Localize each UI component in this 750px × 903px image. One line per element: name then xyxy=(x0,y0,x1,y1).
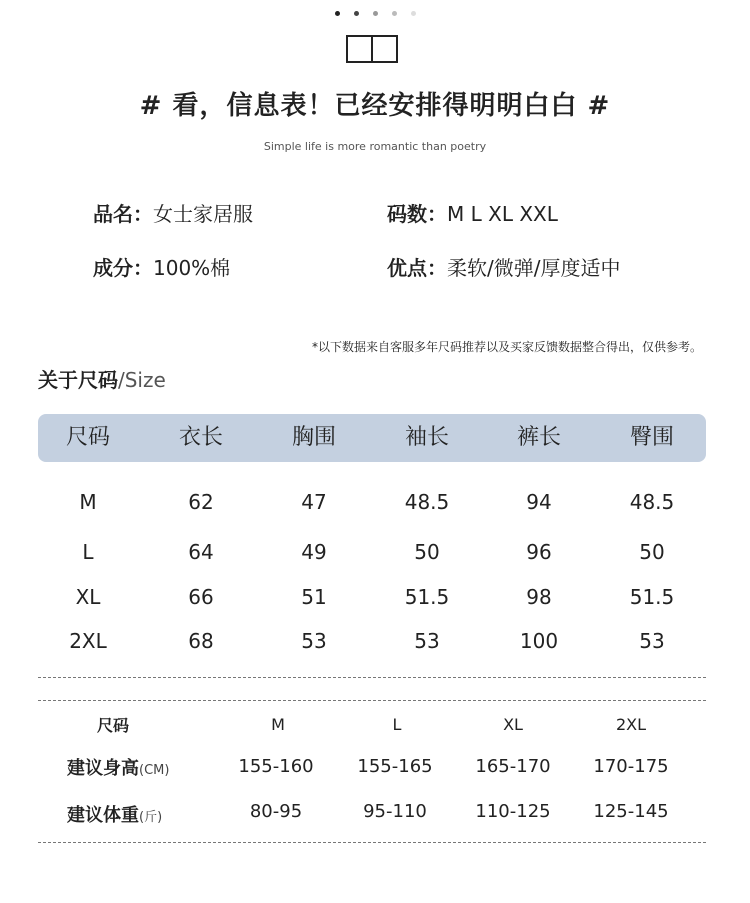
table-cell: 68 xyxy=(188,629,214,653)
section-title-en: /Size xyxy=(118,368,166,392)
height-cell: 165-170 xyxy=(475,756,551,777)
table-cell: 49 xyxy=(301,540,327,564)
recommend-height-label xyxy=(67,756,169,782)
info-material-label: 成分： xyxy=(93,256,153,280)
info-feature xyxy=(387,252,620,281)
logo-box-icon xyxy=(346,35,398,63)
table-cell: 48.5 xyxy=(404,490,450,514)
size-col-header: 袖长 xyxy=(404,425,449,450)
recommend-header-label: 尺码 xyxy=(97,716,130,735)
size-col-header: 臀围 xyxy=(629,425,674,450)
height-label-text: 建议身高 xyxy=(67,758,139,779)
table-cell: 94 xyxy=(526,490,552,514)
recommend-size-header: 2XL xyxy=(615,715,647,734)
divider xyxy=(38,842,706,843)
table-cell: 2XL xyxy=(69,629,107,653)
info-size-label: 码数： xyxy=(387,202,447,226)
table-cell: M xyxy=(79,490,97,514)
page-title: # 看，信息表！已经安排得明明白白 # xyxy=(139,91,611,121)
info-name-label: 品名： xyxy=(93,202,153,226)
height-cell: 170-175 xyxy=(593,756,669,777)
divider xyxy=(38,700,706,701)
recommend-size-header: XL xyxy=(503,715,523,734)
size-col-header: 胸围 xyxy=(291,425,336,450)
info-feature-value: 柔软/微弹/厚度适中 xyxy=(447,256,621,280)
table-cell: L xyxy=(82,540,94,564)
weight-cell: 125-145 xyxy=(593,801,669,822)
table-cell: 53 xyxy=(639,629,665,653)
table-cell: 100 xyxy=(519,629,559,653)
table-cell: 62 xyxy=(188,490,214,514)
table-cell: 51.5 xyxy=(629,585,675,609)
size-col-header: 裤长 xyxy=(516,425,561,450)
weight-cell: 95-110 xyxy=(363,801,427,822)
weight-cell: 110-125 xyxy=(475,801,551,822)
table-cell: 66 xyxy=(188,585,214,609)
page-subtitle: Simple life is more romantic than poetry xyxy=(263,140,487,153)
table-cell: 64 xyxy=(188,540,214,564)
table-cell: 96 xyxy=(526,540,552,564)
table-cell: 48.5 xyxy=(629,490,675,514)
info-size-value: M L XL XXL xyxy=(447,202,558,226)
table-cell: 47 xyxy=(301,490,327,514)
pager-dot xyxy=(411,11,416,16)
info-name xyxy=(93,198,253,227)
table-cell: 53 xyxy=(414,629,440,653)
size-col-header: 尺码 xyxy=(65,425,110,450)
info-size xyxy=(387,198,558,227)
recommend-size-header: M xyxy=(271,715,285,734)
pager-dot xyxy=(373,11,378,16)
table-cell: XL xyxy=(75,585,101,609)
recommend-size-header: L xyxy=(392,715,402,734)
pager-dot xyxy=(335,11,340,16)
table-cell: 51.5 xyxy=(404,585,450,609)
size-table-header xyxy=(38,414,706,462)
table-cell: 50 xyxy=(414,540,440,564)
table-cell: 98 xyxy=(526,585,552,609)
info-material-value: 100%棉 xyxy=(153,256,231,280)
disclaimer-note: *以下数据来自客服多年尺码推荐以及买家反馈数据整合得出，仅供参考。 xyxy=(311,340,702,354)
height-cell: 155-160 xyxy=(238,756,314,777)
table-cell: 50 xyxy=(639,540,665,564)
info-name-value: 女士家居服 xyxy=(153,202,253,226)
height-cell: 155-165 xyxy=(357,756,433,777)
recommend-weight-label xyxy=(67,803,162,829)
pager-dots xyxy=(0,11,750,16)
info-material xyxy=(93,252,230,281)
divider xyxy=(38,677,706,678)
table-cell: 51 xyxy=(301,585,327,609)
info-feature-label: 优点： xyxy=(387,256,447,280)
section-heading xyxy=(38,364,166,393)
weight-cell: 80-95 xyxy=(249,801,303,822)
weight-label-text: 建议体重 xyxy=(67,805,139,826)
size-col-header: 衣长 xyxy=(178,425,223,450)
table-cell: 53 xyxy=(301,629,327,653)
pager-dot xyxy=(392,11,397,16)
pager-dot xyxy=(354,11,359,16)
weight-unit: (斤) xyxy=(139,810,163,825)
section-title-cn: 关于尺码 xyxy=(38,368,118,392)
height-unit: (CM) xyxy=(139,763,170,778)
